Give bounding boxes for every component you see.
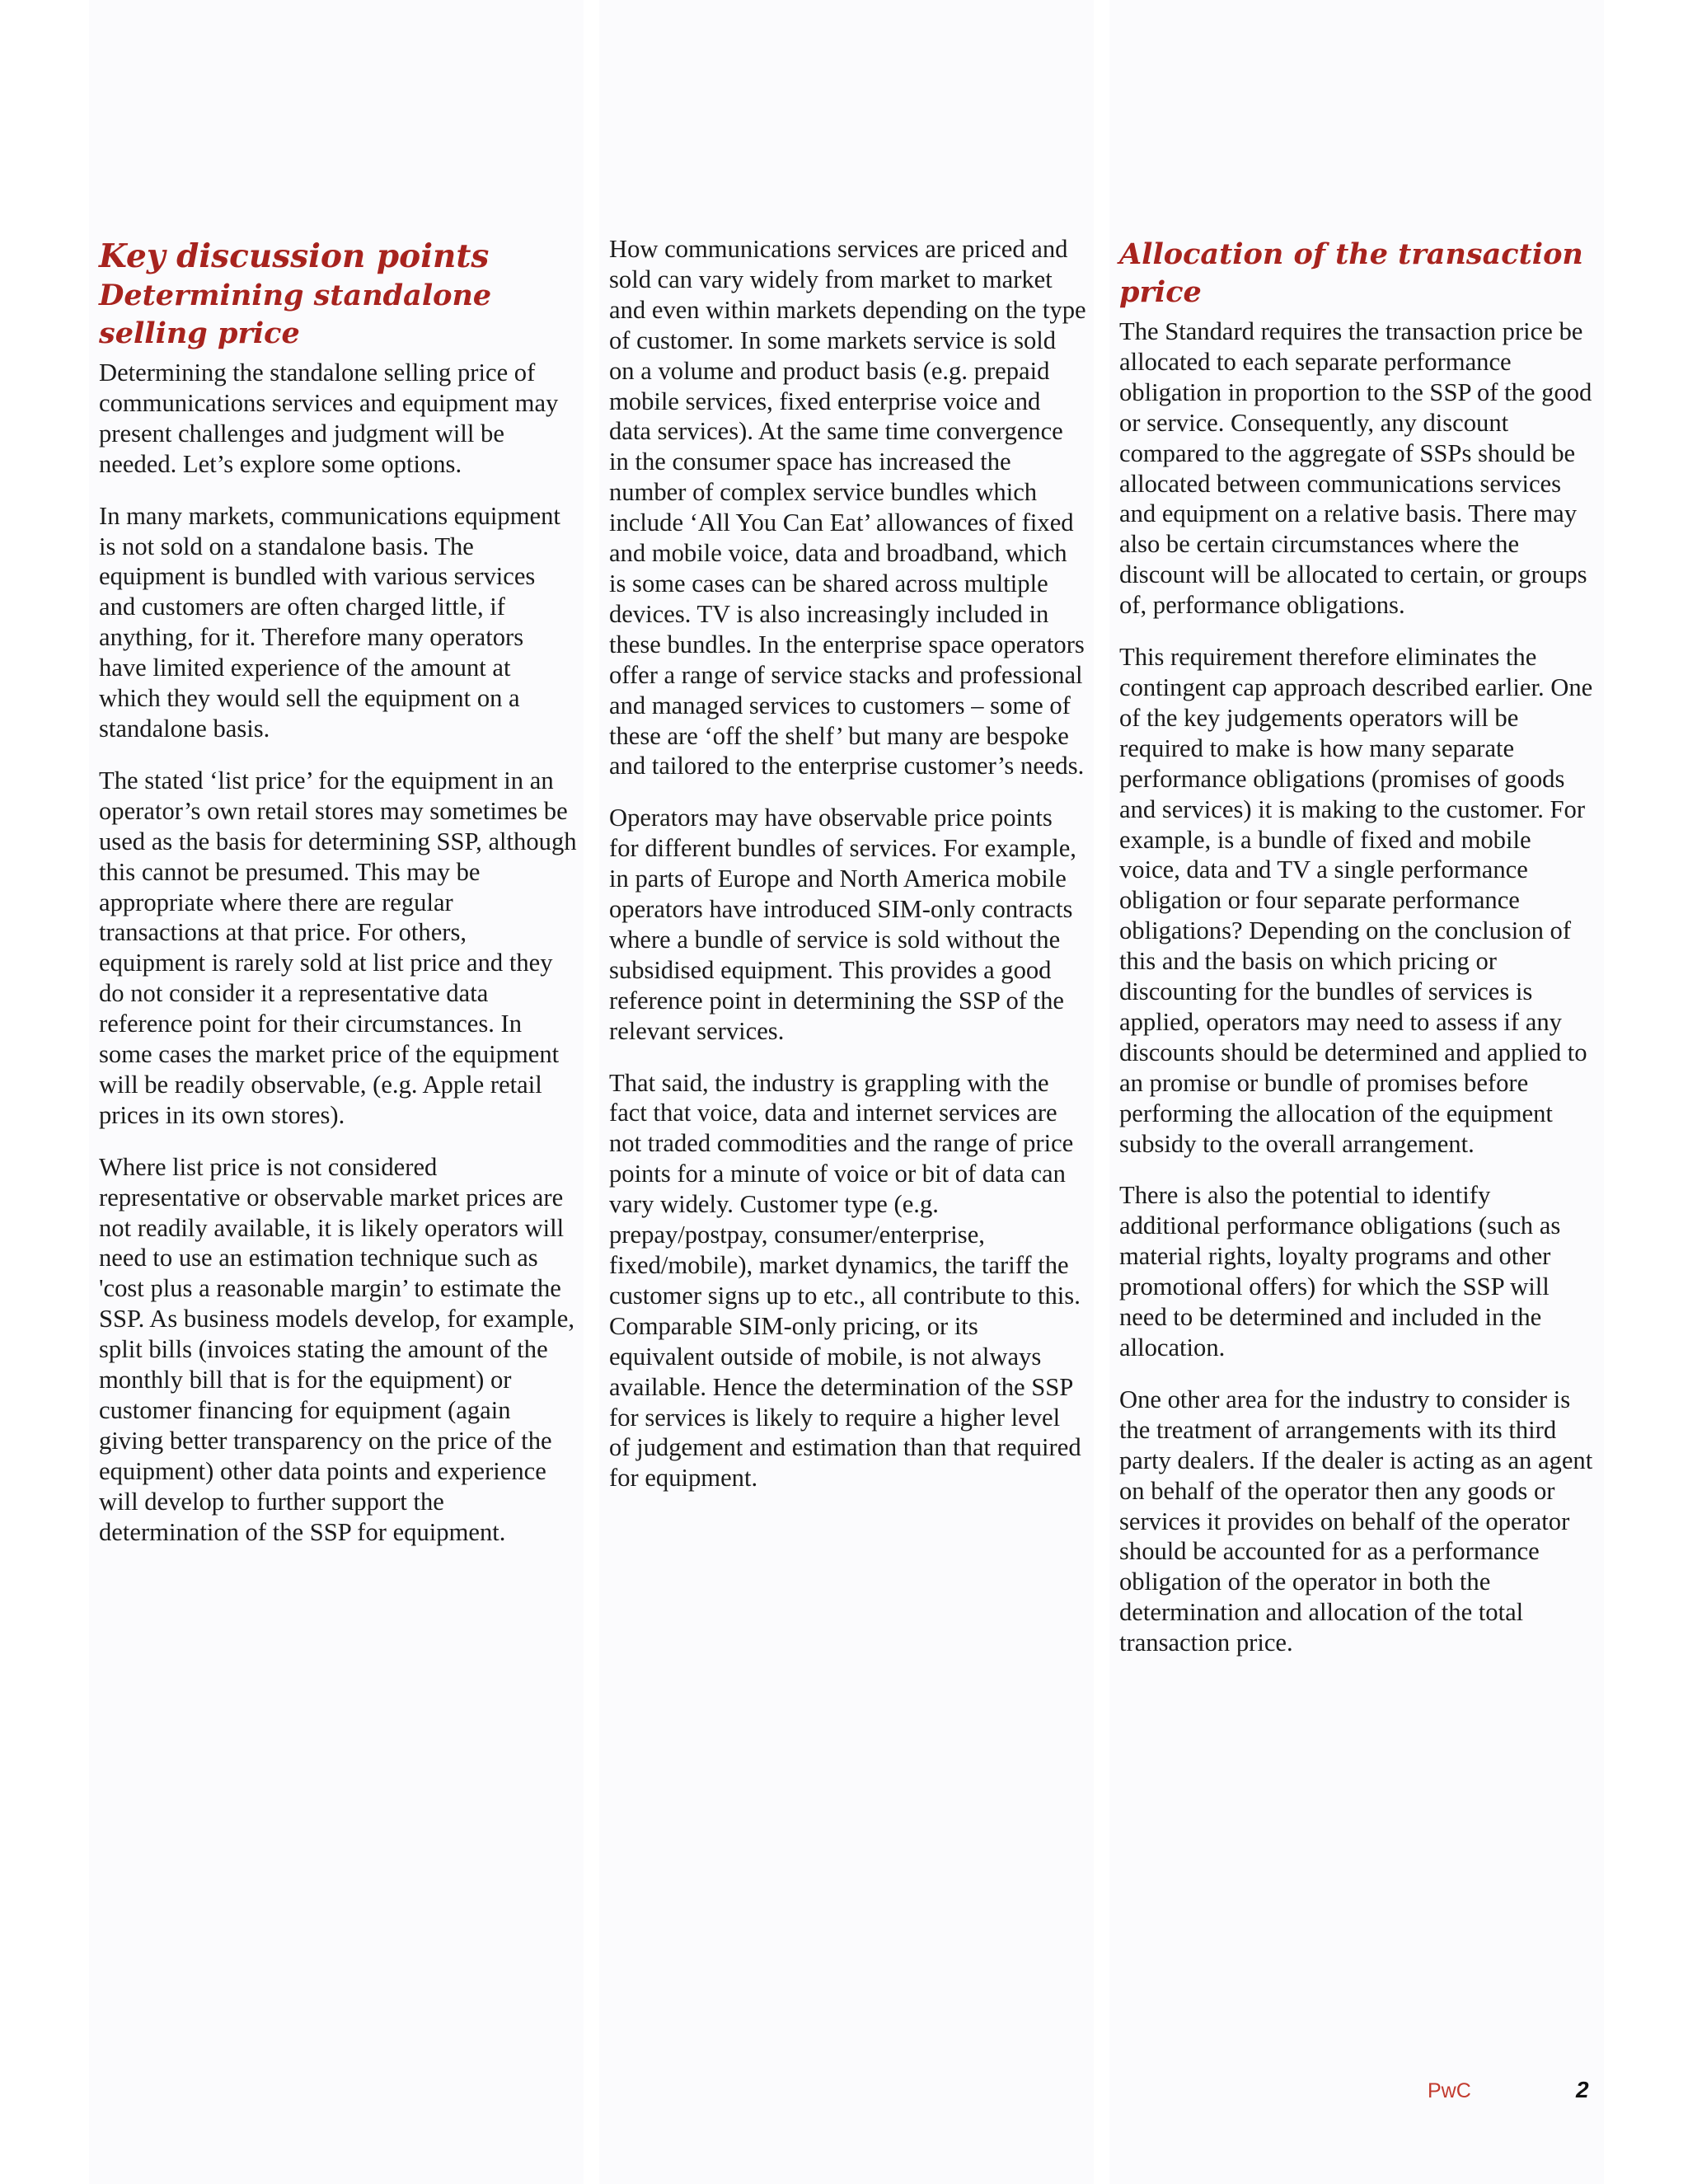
paragraph: How communications services are priced and sold can vary widely from market to market and even within markets depending on the type of customer. In some markets service is sold on a volume and product basis (e.g. prepaid mobile services, fixed enterprise voice and data services). At the same time convergence in the consumer space has increased the number of complex service bundles which include ‘All You Can Eat’ allowances of fixed and mobile voice, data and broadband, which is some cases can be shared across multiple devices. TV is also increasingly included in these bundles. In the enterprise space operators offer a range of service stacks and professional and managed services to customers – some of these are ‘off the shelf’ but many are bespoke and tailored to the enterprise customer’s needs.	[609, 235, 1086, 780]
paragraph: Operators may have observable price points for different bundles of services. For example, in parts of Europe and North America mobile operators have introduced SIM-only contracts where a bundle of service is sold without the subsidised equipment. This provides a good reference point in determining the SSP of the relevant services.	[609, 804, 1076, 1045]
middle-column	[609, 236, 1087, 1515]
paragraph: In many markets, communications equipment is not sold on a standalone basis. The equipment is bundled with various services and customers are often charged little, if anything, for it. Therefore many operators have limited experience of the amount at which they would sell the equipment on a standalone basis.	[99, 501, 560, 743]
paragraph: Determining the standalone selling price of communications services and equipment may present challenges and judgment will be needed. Let’s explore some options.	[99, 359, 559, 478]
paragraph: This requirement therefore eliminates the contingent cap approach described earlier. One of the key judgements operators will be required to make is how many separate performance obligations (promises of goods and services) it is making to the customer. For example, is a bundle of fixed and mobile voice, data and TV a single performance obligation or four separate performance obligations? Depending on the conclusion of this and the basis on which pricing or discounting for the bundles of services is applied, operators may need to assess if any discounts should be determined and applied to an promise or bundle of promises before performing the allocation of the equipment subsidy to the overall arrangement.	[1119, 643, 1593, 1158]
ssp-subheading: Determining standalone selling price	[99, 279, 492, 350]
paragraph: The Standard requires the transaction price be allocated to each separate performance obligation in proportion to the SSP of the good or service. Consequently, any discount compared to the aggregate of SSPs should be allocated between communications services and equipment on a relative basis. There may also be certain circumstances where the discount will be allocated to certain, or groups of, performance obligations.	[1119, 317, 1592, 620]
key-discussion-heading: Key discussion points	[99, 237, 490, 275]
paragraph: That said, the industry is grappling with the fact that voice, data and internet services are not traded commodities and the range of price points for a minute of voice or bit of data can vary widely. Customer type (e.g. prepay/postpay, consumer/enterprise, fixed/mobile), market dynamics, the tariff the customer signs up to etc., all contribute to this. Comparable SIM-only pricing, or its equivalent outside of mobile, is not always available. Hence the determination of the SSP for services is likely to require a higher level of judgement and estimation than that required for equipment.	[609, 1068, 1081, 1493]
left-column	[99, 236, 577, 1569]
allocation-heading: Allocation of the transaction price	[1119, 237, 1583, 309]
footer-brand: PwC	[1428, 2079, 1471, 2102]
page-number: 2	[1576, 2077, 1589, 2102]
paragraph: One other area for the industry to consider is the treatment of arrangements with its third party dealers. If the dealer is acting as an agent on behalf of the operator then any goods or services it provides on behalf of the operator should be accounted for as a performance obligation of the operator in both the determination and allocation of the total transaction price.	[1119, 1385, 1593, 1657]
paragraph: There is also the potential to identify additional performance obligations (such as material rights, loyalty programs and other promotional offers) for which the SSP will need to be determined and included in the allocation.	[1119, 1181, 1561, 1361]
paragraph: Where list price is not considered representative or observable market prices are not readily available, it is likely operators will need to use an estimation technique such as 'cost plus a reasonable margin’ to estimate the SSP. As business models develop, for example, split bills (invoices stating the amount of the monthly bill that is for the equipment) or customer financing for equipment (again giving better transparency on the price of the equipment) other data points and experience will develop to further support the determination of the SSP for equipment.	[99, 1152, 575, 1546]
right-column	[1119, 236, 1597, 1680]
paragraph: The stated ‘list price’ for the equipment in an operator’s own retail stores may sometimes be used as the basis for determining SSP, although this cannot be presumed. This may be appropriate where there are regular transactions at that price. For others, equipment is rarely sold at list price and they do not consider it a representative data reference point for their circumstances. In some cases the market price of the equipment will be readily observable, (e.g. Apple retail prices in its own stores).	[99, 766, 577, 1129]
